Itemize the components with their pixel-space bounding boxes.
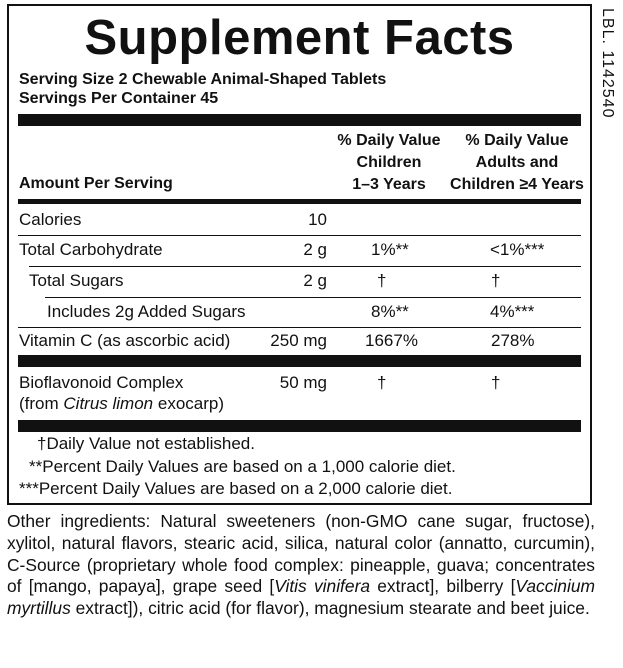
row-amount: 250 mg	[270, 331, 327, 350]
divider-thick	[18, 114, 581, 126]
label-code: LBL. 1142540	[599, 8, 616, 119]
row-dv-adults: †	[491, 373, 501, 392]
row-dv-adults: <1%***	[490, 240, 545, 259]
other-ingredients: Other ingredients: Natural sweeteners (non-GMO cane sugar, fructose), xylitol, natural flavors, stearic acid, silica, natural color (annatto, curcumin), C-Source (proprietary whole food complex: pineapple, guava; concentrates of [mango, papaya], grape seed [Vitis vinifera extract], bilberry [Vaccinium myrtillus extract]), citric acid (for flavor), magnesium stearate and beet juice.	[7, 511, 595, 619]
dv-header-children: % Daily Value Children 1–3 Years	[337, 132, 441, 193]
row-name: Total Carbohydrate	[19, 240, 163, 259]
row-dv-children: †	[377, 373, 387, 392]
servings-per-container: Servings Per Container 45	[19, 90, 219, 107]
row-dv-adults: †	[491, 271, 501, 290]
row-amount: 50 mg	[279, 373, 327, 392]
serving-size: Serving Size 2 Chewable Animal-Shaped Tablets	[19, 71, 387, 88]
row-divider	[29, 266, 581, 267]
footnote-1000-cal: **Percent Daily Values are based on a 1,000 calorie diet.	[29, 457, 456, 476]
divider-medium	[18, 199, 581, 204]
row-dv-children: 8%**	[371, 302, 409, 321]
footnote-2000-cal: ***Percent Daily Values are based on a 2,000 calorie diet.	[19, 479, 453, 498]
supplement-facts-panel	[7, 4, 592, 505]
row-dv-adults: 4%***	[490, 302, 535, 321]
row-dv-children: †	[377, 271, 387, 290]
row-dv-children: 1%**	[371, 240, 409, 259]
row-name: Includes 2g Added Sugars	[47, 302, 246, 321]
row-source: (from Citrus limon exocarp)	[19, 394, 225, 413]
row-name: Bioflavonoid Complex	[19, 373, 184, 392]
row-divider	[45, 297, 581, 298]
divider-thick	[18, 355, 581, 367]
row-name: Total Sugars	[29, 271, 124, 290]
row-name: Calories	[19, 210, 82, 229]
row-amount: 2 g	[303, 271, 327, 290]
row-divider	[18, 327, 581, 328]
footnote-dagger: †Daily Value not established.	[37, 434, 255, 453]
dv-header-adults: % Daily Value Adults and Children ≥4 Years	[450, 132, 584, 193]
row-amount: 2 g	[303, 240, 327, 259]
row-name: Vitamin C (as ascorbic acid)	[19, 331, 231, 350]
panel-title: Supplement Facts	[84, 11, 515, 65]
row-amount: 10	[308, 210, 327, 229]
row-dv-adults: 278%	[491, 331, 535, 350]
divider-thick	[18, 420, 581, 432]
amount-per-serving-label: Amount Per Serving	[19, 175, 173, 192]
row-dv-children: 1667%	[365, 331, 418, 350]
row-divider	[18, 235, 581, 236]
